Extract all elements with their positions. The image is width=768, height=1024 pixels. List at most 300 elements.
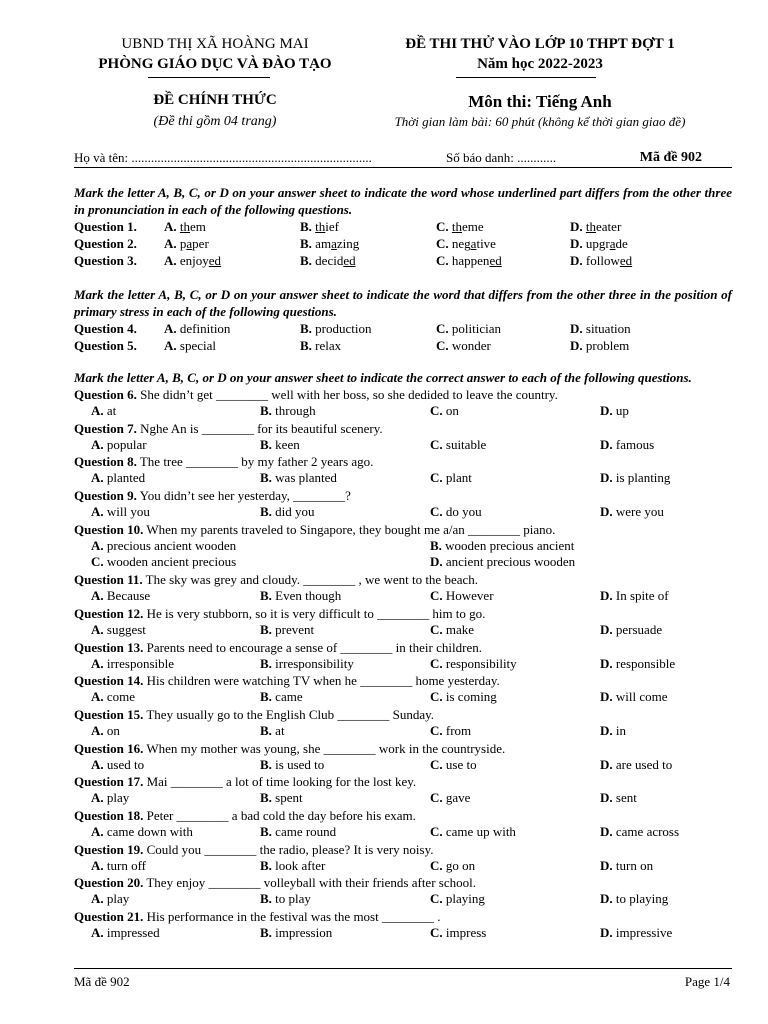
option-b xyxy=(260,403,316,420)
option-text: upgr xyxy=(582,236,610,251)
options-row xyxy=(74,554,732,571)
option-letter: D. xyxy=(600,857,613,873)
options-row xyxy=(74,403,732,420)
question-stem xyxy=(74,908,732,925)
option-text: go on xyxy=(442,857,476,873)
section-stress xyxy=(74,286,732,354)
section-instruction: Mark the letter A, B, C, or D on your answer sheet to indicate the correct answer to each of the following questions. xyxy=(74,370,692,385)
header-divider-right xyxy=(456,77,596,78)
options-row xyxy=(74,757,732,774)
question-stem xyxy=(74,874,732,891)
option-text: tive xyxy=(476,236,496,251)
question-row xyxy=(74,252,732,269)
option-d xyxy=(600,689,668,706)
option-a xyxy=(91,504,150,521)
option-b xyxy=(300,252,356,269)
option-text: came xyxy=(271,689,303,705)
option-a xyxy=(91,925,160,942)
question-number: Question 20. xyxy=(74,875,144,891)
question-stem xyxy=(74,521,732,538)
option-d xyxy=(570,337,629,354)
section-instruction: Mark the letter A, B, C, or D on your answer sheet to indicate the word whose underlined part differs from the other three in pronunciation in each of the following questions. xyxy=(74,185,732,217)
option-c xyxy=(430,689,497,706)
option-a xyxy=(164,235,209,252)
footer-divider xyxy=(74,968,732,969)
option-letter: C. xyxy=(436,338,449,353)
option-b xyxy=(260,504,315,521)
question-stem xyxy=(74,841,732,858)
question-text: The sky was grey and cloudy. ________ , we went to the beach. xyxy=(142,572,479,588)
question-text: You didn’t see her yesterday, ________? xyxy=(136,488,351,504)
info-divider xyxy=(74,167,732,168)
option-text: gave xyxy=(442,790,471,806)
option-c xyxy=(436,218,484,235)
option-text: to playing xyxy=(612,891,669,907)
option-text: production xyxy=(311,321,372,336)
footer-exam-code: Mã đề 902 xyxy=(74,974,130,989)
option-c xyxy=(430,403,459,420)
option-a xyxy=(91,403,116,420)
option-text: planted xyxy=(103,470,146,486)
option-text: came down with xyxy=(103,823,193,839)
option-d xyxy=(600,656,675,673)
option-b xyxy=(300,320,372,337)
option-letter: B. xyxy=(260,823,272,839)
option-text: to play xyxy=(271,891,311,907)
time-note: Thời gian làm bài: 60 phút (không kể thời gian giao đề) xyxy=(394,114,686,129)
option-text: persuade xyxy=(612,621,663,637)
option-d xyxy=(430,554,575,571)
option-text: famous xyxy=(612,436,655,452)
option-text: impression xyxy=(271,925,333,940)
section-pronunciation xyxy=(74,184,732,269)
options-row xyxy=(74,790,732,807)
option-d xyxy=(600,470,670,487)
question-text: When my parents traveled to Singapore, they bought me a/an ________ piano. xyxy=(143,521,556,537)
question-number: Question 10. xyxy=(74,521,144,537)
option-b xyxy=(260,891,311,908)
question-number: Question 3. xyxy=(74,253,137,268)
option-letter: D. xyxy=(570,253,583,268)
option-a xyxy=(91,437,147,454)
option-letter: C. xyxy=(430,403,443,418)
option-c xyxy=(430,891,485,908)
options-row xyxy=(74,723,732,740)
option-letter: D. xyxy=(600,588,613,604)
underlined-part: a xyxy=(186,236,193,251)
option-letter: A. xyxy=(91,537,104,553)
option-text: playing xyxy=(442,891,485,907)
option-c xyxy=(436,337,491,354)
option-letter: B. xyxy=(260,403,272,418)
option-text: irresponsible xyxy=(103,655,175,671)
option-b xyxy=(260,622,314,639)
option-letter: C. xyxy=(430,823,443,839)
option-text: impressed xyxy=(103,925,160,940)
option-a xyxy=(91,588,150,605)
underlined-part: ed xyxy=(208,253,222,268)
option-c xyxy=(430,622,474,639)
option-letter: B. xyxy=(300,321,312,336)
option-text: through xyxy=(271,403,316,418)
candidate-info-line xyxy=(74,150,732,166)
option-text: ief xyxy=(325,219,340,234)
options-row xyxy=(74,858,732,875)
option-letter: A. xyxy=(91,504,104,520)
option-b xyxy=(260,437,300,454)
options-row xyxy=(74,656,732,673)
option-letter: B. xyxy=(260,655,272,671)
option-text: Because xyxy=(103,588,151,604)
question-number: Question 21. xyxy=(74,909,144,924)
option-text: use to xyxy=(442,756,477,772)
option-text: irresponsibility xyxy=(271,655,354,671)
option-letter: A. xyxy=(91,925,104,940)
option-text: suitable xyxy=(442,436,487,452)
question-stem xyxy=(74,571,732,588)
option-b xyxy=(260,824,336,841)
option-letter: B. xyxy=(260,689,272,705)
option-letter: D. xyxy=(600,403,613,418)
option-letter: B. xyxy=(260,756,272,772)
option-a xyxy=(91,891,129,908)
official-label: ĐỀ CHÍNH THỨC xyxy=(153,92,277,108)
question-number: Question 5. xyxy=(74,338,137,353)
option-letter: A. xyxy=(91,655,104,671)
option-letter: B. xyxy=(260,436,272,452)
question-stem xyxy=(74,706,732,723)
options-row xyxy=(74,891,732,908)
option-b xyxy=(260,790,303,807)
options-row xyxy=(74,622,732,639)
option-text: were you xyxy=(612,504,664,520)
subject-title: Môn thi: Tiếng Anh xyxy=(468,92,612,111)
option-text: was planted xyxy=(271,470,337,486)
option-text: am xyxy=(311,236,332,251)
option-d xyxy=(600,891,668,908)
option-text: follow xyxy=(582,253,620,268)
option-text: In spite of xyxy=(612,588,669,604)
option-text: will come xyxy=(612,689,668,705)
option-text: problem xyxy=(582,338,630,353)
underlined-part: th xyxy=(451,219,463,234)
option-letter: C. xyxy=(430,756,443,772)
option-text: do you xyxy=(442,504,482,520)
question-number: Question 8. xyxy=(74,454,137,470)
option-text: up xyxy=(612,403,629,418)
option-text: sent xyxy=(612,790,637,806)
option-letter: B. xyxy=(260,722,272,738)
option-letter: D. xyxy=(600,722,613,738)
option-c xyxy=(436,252,502,269)
option-letter: C. xyxy=(430,504,443,520)
option-text: are used to xyxy=(612,756,673,772)
option-text: is used to xyxy=(271,756,325,772)
option-text: will you xyxy=(103,504,150,520)
option-a xyxy=(164,218,206,235)
option-text: came up with xyxy=(442,823,516,839)
question-stem xyxy=(74,487,732,504)
option-c xyxy=(430,925,486,942)
option-text: popular xyxy=(103,436,147,452)
options-row xyxy=(74,437,732,454)
option-b xyxy=(260,588,341,605)
option-letter: A. xyxy=(91,588,104,604)
page-number: Page 1/4 xyxy=(684,974,730,989)
option-letter: A. xyxy=(164,219,177,234)
option-text: came across xyxy=(612,823,680,839)
school-year: Năm học 2022-2023 xyxy=(477,56,603,72)
option-text: decid xyxy=(311,253,344,268)
option-d xyxy=(600,622,662,639)
option-c xyxy=(430,588,494,605)
option-letter: B. xyxy=(260,621,272,637)
option-c xyxy=(430,790,470,807)
option-text: wooden precious ancient xyxy=(441,537,575,553)
option-text: play xyxy=(103,891,130,907)
option-b xyxy=(260,858,325,875)
options-row xyxy=(74,824,732,841)
option-d xyxy=(600,925,672,942)
option-text: turn off xyxy=(103,857,147,873)
option-text: make xyxy=(442,621,475,637)
option-letter: C. xyxy=(91,554,104,570)
question-row xyxy=(74,218,732,235)
option-text: at xyxy=(271,722,285,738)
question-number: Question 4. xyxy=(74,321,137,336)
option-a xyxy=(91,757,144,774)
options-row xyxy=(74,925,732,942)
option-c xyxy=(436,235,496,252)
option-b xyxy=(300,235,359,252)
option-b xyxy=(260,723,285,740)
option-letter: C. xyxy=(430,470,443,486)
option-a xyxy=(164,252,221,269)
option-letter: C. xyxy=(430,655,443,671)
question-text: Parents need to encourage a sense of ________ in their children. xyxy=(143,639,482,655)
option-letter: A. xyxy=(91,722,104,738)
option-text: suggest xyxy=(103,621,146,637)
underlined-part: a xyxy=(470,236,477,251)
options-row xyxy=(74,470,732,487)
option-letter: A. xyxy=(91,436,104,452)
header-divider-left xyxy=(148,77,270,78)
question-number: Question 14. xyxy=(74,673,144,689)
option-text: is coming xyxy=(442,689,497,705)
question-number: Question 11. xyxy=(74,572,143,588)
question-stem xyxy=(74,773,732,790)
question-stem xyxy=(74,420,732,437)
option-letter: A. xyxy=(91,790,104,806)
option-text: turn on xyxy=(612,857,654,873)
question-text: His performance in the festival was the most ________ . xyxy=(143,909,441,924)
option-c xyxy=(430,757,477,774)
option-d xyxy=(600,858,653,875)
option-text: came round xyxy=(271,823,337,839)
option-letter: D. xyxy=(600,756,613,772)
option-a xyxy=(91,656,174,673)
option-text: used to xyxy=(103,756,145,772)
option-a xyxy=(91,790,129,807)
option-d xyxy=(570,252,632,269)
question-stem xyxy=(74,807,732,824)
option-b xyxy=(260,470,337,487)
option-letter: D. xyxy=(600,655,613,671)
option-letter: C. xyxy=(436,253,449,268)
question-text: They enjoy ________ volleyball with their friends after school. xyxy=(143,875,476,891)
question-text: She didn’t get ________ well with her boss, so she dedided to leave the country. xyxy=(136,387,558,402)
option-text: from xyxy=(442,722,472,738)
option-text: did you xyxy=(271,504,315,520)
authority-name: UBND THỊ XÃ HOÀNG MAI xyxy=(121,36,309,52)
question-stem xyxy=(74,453,732,470)
option-d xyxy=(600,790,637,807)
option-d xyxy=(570,218,621,235)
option-letter: B. xyxy=(300,219,312,234)
option-text: precious ancient wooden xyxy=(103,537,237,553)
option-d xyxy=(600,504,664,521)
question-stem xyxy=(74,672,732,689)
option-letter: D. xyxy=(600,891,613,907)
option-c xyxy=(430,824,516,841)
option-text: However xyxy=(442,588,494,604)
option-letter: C. xyxy=(436,321,449,336)
option-text: on xyxy=(442,403,459,418)
option-d xyxy=(600,757,672,774)
option-text: prevent xyxy=(271,621,315,637)
question-text: He is very stubborn, so it is very difficult to ________ him to go. xyxy=(143,605,486,621)
option-a xyxy=(164,320,230,337)
option-letter: D. xyxy=(600,470,613,486)
question-number: Question 7. xyxy=(74,420,137,436)
option-letter: C. xyxy=(430,436,443,452)
question-text: Peter ________ a bad cold the day before his exam. xyxy=(143,807,416,823)
option-c xyxy=(430,504,482,521)
question-number: Question 16. xyxy=(74,740,144,756)
option-text: politician xyxy=(448,321,501,336)
option-letter: D. xyxy=(430,554,443,570)
option-b xyxy=(260,925,332,942)
question-text: When my mother was young, she ________ work in the countryside. xyxy=(143,740,506,756)
question-stem xyxy=(74,740,732,757)
option-text: neg xyxy=(448,236,471,251)
option-letter: C. xyxy=(430,857,443,873)
option-a xyxy=(91,622,146,639)
question-text: The tree ________ by my father 2 years ago. xyxy=(136,454,374,470)
question-number: Question 12. xyxy=(74,605,144,621)
option-c xyxy=(430,656,517,673)
option-letter: A. xyxy=(91,891,104,907)
option-d xyxy=(600,403,629,420)
option-text: impress xyxy=(442,925,487,940)
option-text: come xyxy=(103,689,136,705)
option-letter: A. xyxy=(91,756,104,772)
option-a xyxy=(164,337,216,354)
question-number: Question 9. xyxy=(74,488,137,504)
option-letter: D. xyxy=(600,621,613,637)
option-d xyxy=(600,824,679,841)
option-a xyxy=(91,858,146,875)
underlined-part: th xyxy=(585,219,597,234)
option-c xyxy=(430,723,471,740)
option-d xyxy=(600,437,654,454)
option-letter: D. xyxy=(600,790,613,806)
option-text: p xyxy=(176,236,187,251)
underlined-part: a xyxy=(609,236,616,251)
question-number: Question 18. xyxy=(74,807,144,823)
question-number: Question 15. xyxy=(74,706,144,722)
option-text: play xyxy=(103,790,130,806)
option-letter: B. xyxy=(260,790,272,806)
option-letter: B. xyxy=(300,236,312,251)
option-letter: D. xyxy=(600,925,613,940)
option-letter: B. xyxy=(260,891,272,907)
option-b xyxy=(300,337,341,354)
question-number: Question 13. xyxy=(74,639,144,655)
option-letter: C. xyxy=(430,588,443,604)
question-stem xyxy=(74,639,732,656)
option-letter: B. xyxy=(300,253,312,268)
option-text: happen xyxy=(448,253,490,268)
options-row xyxy=(74,588,732,605)
option-b xyxy=(260,757,324,774)
option-text: keen xyxy=(271,436,300,452)
option-text: relax xyxy=(311,338,342,353)
option-letter: C. xyxy=(430,722,443,738)
underlined-part: th xyxy=(315,219,326,234)
option-text: in xyxy=(612,722,627,738)
question-number: Question 2. xyxy=(74,236,137,251)
underlined-part: th xyxy=(179,219,191,234)
option-text: enjoy xyxy=(176,253,209,268)
option-text: eater xyxy=(596,219,622,234)
option-letter: B. xyxy=(260,857,272,873)
option-letter: B. xyxy=(260,588,272,604)
option-b xyxy=(430,538,574,555)
option-letter: C. xyxy=(430,689,443,705)
option-text: look after xyxy=(271,857,326,873)
option-c xyxy=(91,554,236,571)
underlined-part: ed xyxy=(343,253,356,268)
question-number: Question 6. xyxy=(74,387,137,402)
question-row xyxy=(74,320,732,337)
option-letter: A. xyxy=(164,236,177,251)
question-row xyxy=(74,337,732,354)
question-text: They usually go to the English Club ________ Sunday. xyxy=(143,706,435,722)
exam-code: Mã đề 902 xyxy=(639,150,702,165)
option-letter: C. xyxy=(436,236,449,251)
option-letter: D. xyxy=(600,689,613,705)
underlined-part: a xyxy=(331,236,337,251)
option-letter: C. xyxy=(430,925,443,940)
option-text: per xyxy=(192,236,209,251)
question-text: Nghe An is ________ for its beautiful scenery. xyxy=(136,420,383,436)
question-stem xyxy=(74,386,732,403)
option-a xyxy=(91,470,145,487)
option-a xyxy=(91,689,135,706)
option-text: ancient precious wooden xyxy=(442,554,576,570)
option-text: at xyxy=(103,403,117,418)
option-b xyxy=(300,218,339,235)
option-d xyxy=(600,588,669,605)
option-letter: A. xyxy=(164,321,177,336)
option-letter: B. xyxy=(300,338,312,353)
option-text: special xyxy=(176,338,216,353)
option-letter: B. xyxy=(260,504,272,520)
option-b xyxy=(260,689,303,706)
option-text: situation xyxy=(582,321,631,336)
option-text: wooden ancient precious xyxy=(103,554,237,570)
